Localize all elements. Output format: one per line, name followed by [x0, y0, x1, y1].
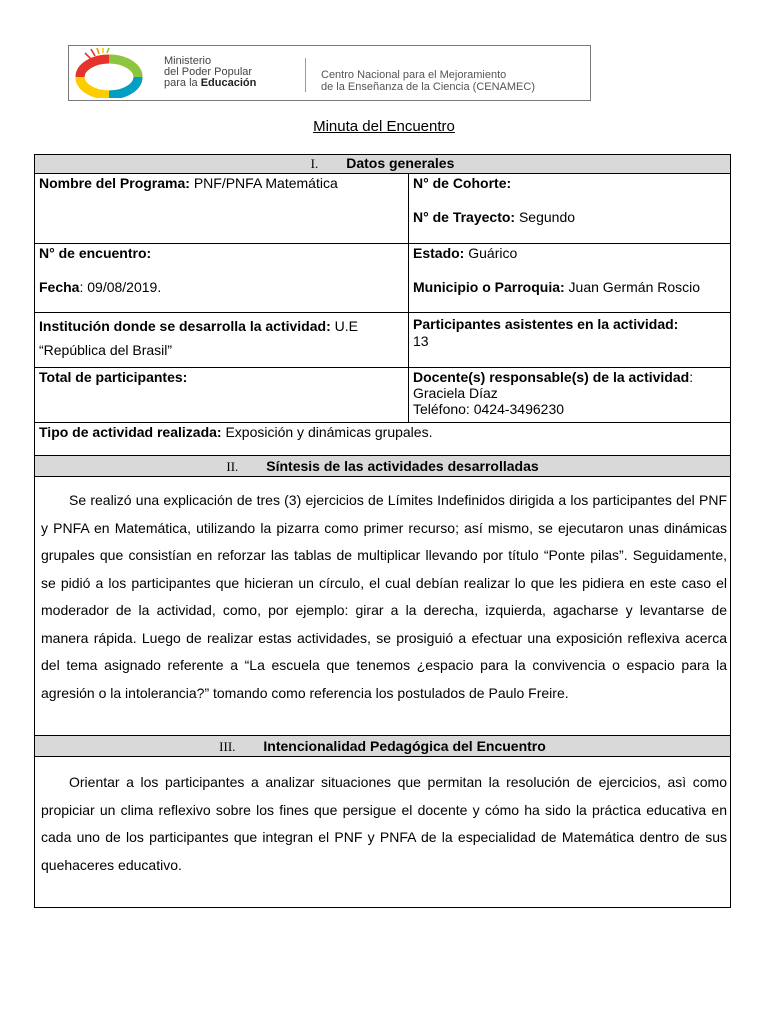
- total-cell: [35, 368, 409, 422]
- fecha-line: [39, 279, 404, 296]
- institucion-cell: [35, 313, 409, 367]
- participantes-cell: [409, 313, 730, 367]
- sintesis-paragraph: Se realizó una explicación de tres (3) ejercicios de Límites Indefinidos dirigida a los participantes del PNF y PNFA en Matemática, utilizando la pizarra como primer recurso; así mismo, se ejecutaron unas dinámicas grupales que consistían en reforzar las tablas de multiplicar llevando por título “Ponte pilas”. Seguidamente, se pidió a los participantes que hicieran un círculo, el cual debían realizar lo que les pidiera en este caso el moderador de la actividad, como, por ejemplo: girar a la derecha, izquierda, agacharse y levantarse de manera rápida. Luego de realizar estas actividades, se prosiguió a efectuar una exposición reflexiva acerca del tema asignado referente a “La escuela que tenemos ¿espacio para la convivencia o espacio para la agresión o la intolerancia?” tomando como referencia los postulados de Paulo Freire.: [41, 492, 727, 701]
- row-total: [35, 368, 730, 423]
- tipo-value: Exposición y dinámicas grupales.: [221, 424, 433, 440]
- estado-cell: [409, 244, 730, 312]
- section-heading: Síntesis de las actividades desarrolladas: [266, 458, 539, 474]
- intencionalidad-paragraph: Orientar a los participantes a analizar situaciones que permitan la resolución de ejercicios, asì como propiciar un clima reflexivo sobre los fines que persigue el docente y cómo ha sido la práctica educativa en cada uno de los participantes que integran el PNF y PNFA de la especialidad de Matemática dentro de sus quehaceres educativo.: [41, 774, 727, 873]
- trayecto-line: [413, 209, 726, 226]
- tipo-cell: [35, 423, 730, 455]
- ministry-line: del Poder Popular: [164, 66, 253, 78]
- ministry-line-bold: Educación: [200, 77, 257, 89]
- estado-label: Estado:: [413, 245, 465, 261]
- docente-cell: [409, 368, 730, 422]
- trayecto-label: N° de Trayecto:: [413, 209, 516, 225]
- participantes-value: 13: [413, 333, 429, 349]
- header-divider: [305, 58, 306, 92]
- section-heading: Datos generales: [346, 155, 455, 171]
- estado-value: Guárico: [464, 245, 518, 261]
- minute-form: [34, 154, 731, 908]
- encuentro-label: N° de encuentro:: [39, 245, 152, 261]
- ministry-line-prefix: para la: [164, 77, 201, 89]
- cenamec-line: Centro Nacional para el Mejoramiento: [321, 69, 507, 81]
- municipio-label: Municipio o Parroquia:: [413, 279, 565, 295]
- cohorte-label: N° de Cohorte:: [413, 175, 512, 191]
- header-banner: [68, 45, 591, 101]
- row-encuentro: [35, 244, 730, 313]
- fecha-value: : 09/08/2019.: [79, 279, 162, 295]
- section-number: II.: [226, 459, 239, 474]
- docente-line: [413, 369, 726, 385]
- programa-value: PNF/PNFA Matemática: [189, 175, 338, 191]
- docente-label: Docente(s) responsable(s) de la actividad: [413, 369, 690, 385]
- institucion-value: U.E “República del Brasil”: [39, 318, 358, 358]
- docente-phone: Teléfono: 0424-3496230: [413, 401, 565, 417]
- row-sintesis: [35, 477, 730, 736]
- estado-line: [413, 245, 726, 262]
- docente-name: Graciela Díaz: [413, 385, 498, 401]
- municipio-line: [413, 279, 726, 296]
- fecha-label: Fecha: [39, 279, 80, 295]
- cohorte-cell: [409, 174, 730, 243]
- document-title: Minuta del Encuentro: [313, 118, 455, 135]
- cenamec-line: de la Enseñanza de la Ciencia (CENAMEC): [321, 81, 535, 93]
- encuentro-cell: [35, 244, 409, 312]
- total-label: Total de participantes:: [39, 369, 188, 385]
- cenamec-name: [321, 69, 591, 93]
- institucion-label: Institución donde se desarrolla la actividad:: [39, 318, 331, 334]
- programa-cell: [35, 174, 409, 243]
- row-institucion: [35, 313, 730, 368]
- participantes-label: Participantes asistentes en la actividad:: [413, 316, 679, 332]
- ministry-logo-icon: [73, 48, 155, 98]
- section-number: III.: [219, 739, 236, 754]
- section-heading: Intencionalidad Pedagógica del Encuentro: [263, 738, 546, 754]
- municipio-value: Juan Germán Roscio: [564, 279, 701, 295]
- row-tipo: [35, 423, 730, 456]
- tipo-label: Tipo de actividad realizada:: [39, 424, 222, 440]
- section-3-header: [35, 736, 730, 757]
- ministry-name: [164, 56, 294, 89]
- section-2-header: [35, 456, 730, 477]
- row-intencionalidad: [35, 757, 730, 907]
- row-programa: [35, 174, 730, 244]
- section-1-header: [35, 155, 730, 174]
- programa-label: Nombre del Programa:: [39, 175, 190, 191]
- section-number: I.: [310, 156, 319, 171]
- ministry-line: Ministerio: [164, 55, 212, 67]
- trayecto-value: Segundo: [515, 209, 576, 225]
- ministry-line: [164, 78, 294, 89]
- docente-colon: :: [689, 369, 694, 385]
